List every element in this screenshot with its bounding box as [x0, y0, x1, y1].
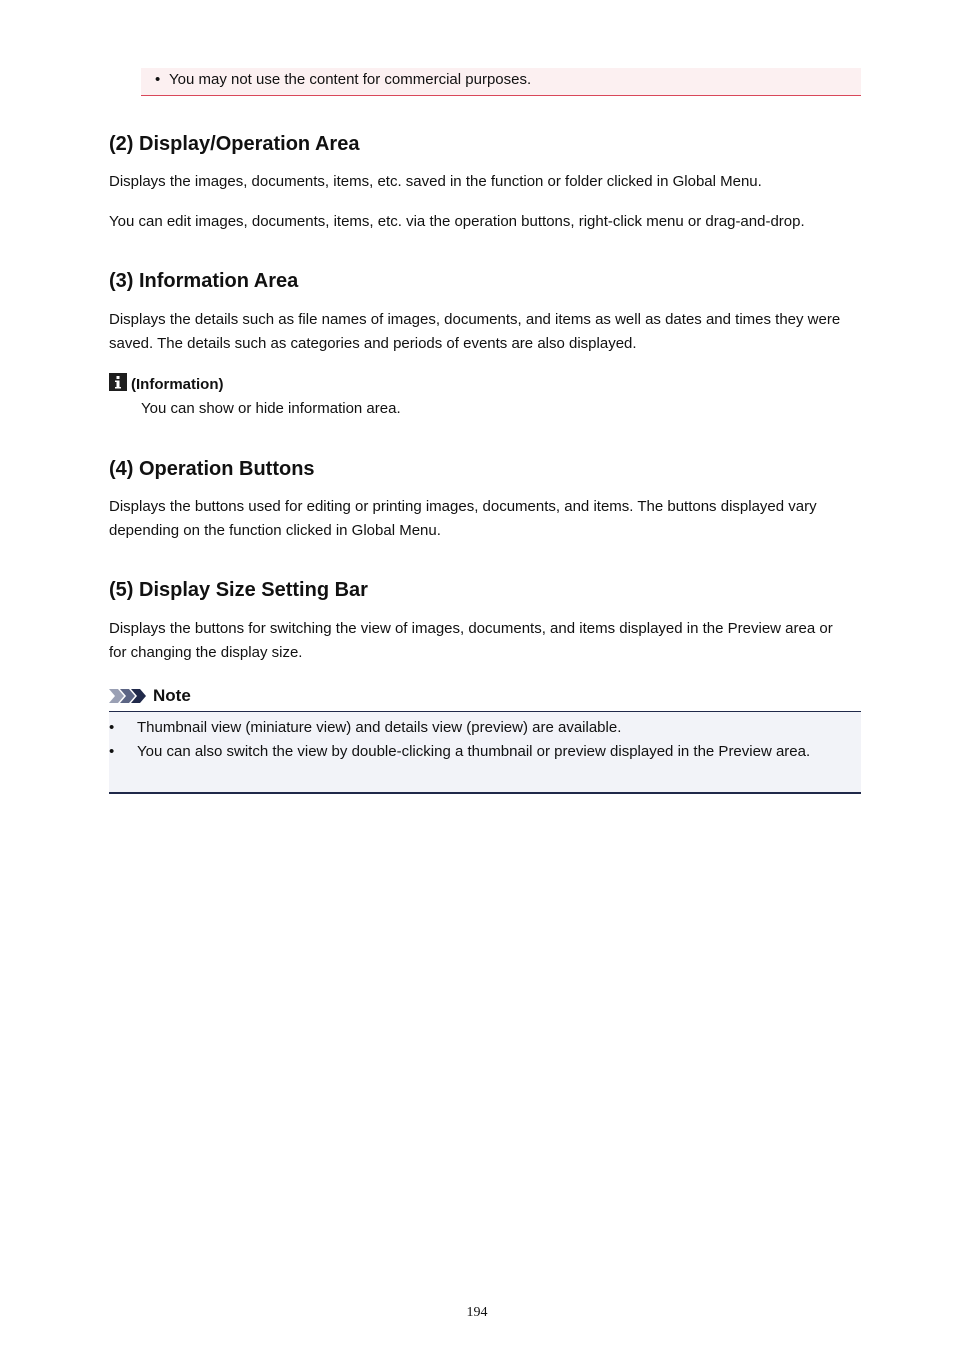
- section-paragraph: Displays the images, documents, items, etc. saved in the function or folder clicked in Global Menu.: [109, 173, 762, 190]
- caution-box: [141, 68, 861, 96]
- section-title-information-area: (3) Information Area: [109, 270, 299, 292]
- note-heading: [109, 684, 191, 708]
- section-title-display-size-setting-bar: (5) Display Size Setting Bar: [109, 579, 368, 601]
- note-item-text: Thumbnail view (miniature view) and details view (preview) are available.: [137, 719, 622, 736]
- information-heading: [109, 373, 223, 395]
- info-icon: [109, 373, 127, 391]
- caution-item: [155, 70, 531, 90]
- section-paragraph: Displays the buttons used for editing or printing images, documents, and items. The buttons displayed vary depending on the function clicked in Global Menu.: [109, 498, 817, 539]
- information-text: You can show or hide information area.: [141, 400, 401, 417]
- section-paragraph: You can edit images, documents, items, etc. via the operation buttons, right-click menu or drag-and-drop.: [109, 213, 805, 230]
- note-box: [109, 711, 861, 794]
- caution-item-text: You may not use the content for commercial purposes.: [169, 71, 532, 88]
- note-label: Note: [153, 686, 191, 705]
- bullet: •: [109, 743, 115, 760]
- section-paragraph: Displays the buttons for switching the view of images, documents, and items displayed in the Preview area or for changing the display size.: [109, 620, 833, 661]
- note-item-text: You can also switch the view by double-clicking a thumbnail or preview displayed in the Preview area.: [137, 743, 811, 760]
- bullet: •: [109, 719, 115, 736]
- note-list: [109, 716, 843, 764]
- list-item: [109, 740, 843, 764]
- section-title-display-operation-area: (2) Display/Operation Area: [109, 133, 360, 155]
- bullet: •: [155, 71, 161, 88]
- list-item: [109, 716, 843, 740]
- information-label: (Information): [131, 376, 224, 393]
- section-title-operation-buttons: (4) Operation Buttons: [109, 458, 315, 480]
- note-arrows-icon: [109, 687, 147, 711]
- section-paragraph: Displays the details such as file names of images, documents, and items as well as dates and times they were saved. The details such as categories and periods of events are also displayed.: [109, 311, 841, 352]
- page-number: 194: [466, 1305, 488, 1320]
